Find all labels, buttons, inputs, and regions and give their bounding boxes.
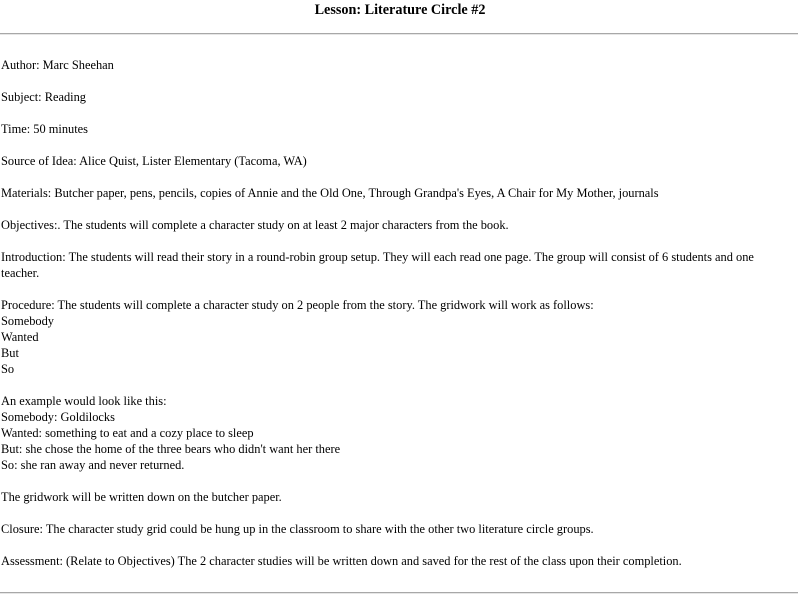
author-line: Author: Marc Sheehan [1,58,114,72]
subject-line: Subject: Reading [1,90,86,104]
source-line: Source of Idea: Alice Quist, Lister Elementary (Tacoma, WA) [1,154,307,168]
example-intro: An example would look like this: [1,394,167,408]
page-title: Lesson: Literature Circle #2 [314,2,486,18]
assessment-paragraph: Assessment: (Relate to Objectives) The 2 character studies will be written down and saved for the rest of the class upon their completion. [1,554,682,568]
time-line: Time: 50 minutes [1,122,88,136]
bottom-divider [0,592,798,594]
top-divider [0,33,798,35]
grid-item-somebody: Somebody [1,314,55,328]
materials-line: Materials: Butcher paper, pens, pencils, copies of Annie and the Old One, Through Grandpa's Eyes, A Chair for My Mother, journals [1,186,659,200]
lesson-content [1,57,791,585]
introduction-paragraph: Introduction: The students will read their story in a round-robin group setup. They will each read one page. The group will consist of 6 students and one teacher. [1,250,754,280]
example-wanted: Wanted: something to eat and a cozy place to sleep [1,426,254,440]
grid-item-wanted: Wanted [1,330,39,344]
example-somebody: Somebody: Goldilocks [1,410,115,424]
procedure-intro: Procedure: The students will complete a character study on 2 people from the story. The gridwork will work as follows: [1,298,594,312]
gridwork-note: The gridwork will be written down on the butcher paper. [1,490,282,504]
example-section [1,393,791,473]
closure-paragraph: Closure: The character study grid could be hung up in the classroom to share with the other two literature circle groups. [1,522,594,536]
example-so: So: she ran away and never returned. [1,458,185,472]
grid-item-so: So [1,362,15,376]
procedure-section [1,297,791,377]
objectives-line: Objectives:. The students will complete a character study on at least 2 major characters from the book. [1,218,509,232]
grid-item-but: But [1,346,19,360]
example-but: But: she chose the home of the three bears who didn't want her there [1,442,341,456]
